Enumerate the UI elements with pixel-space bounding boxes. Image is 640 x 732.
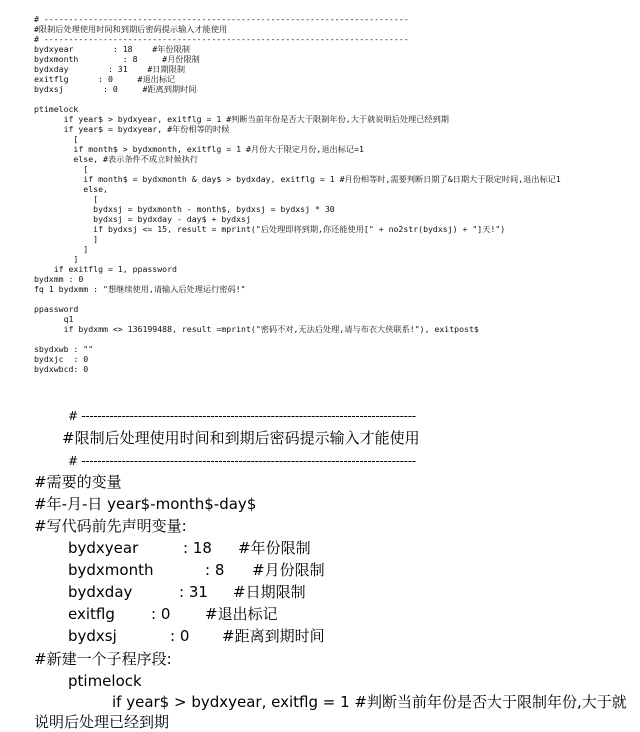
- code-line: if exitflg = 1, ppassword: [34, 264, 177, 274]
- variable-comment: #距离到期时间: [222, 627, 325, 645]
- new-sub-comment: #新建一个子程序段:: [34, 650, 172, 668]
- code-line: bydxsj = bydxmonth - month$, bydxsj = bydxsj * 30: [34, 204, 335, 214]
- code-line: [: [34, 194, 99, 204]
- variable-name: exitflg: [68, 605, 115, 623]
- code-line: ptimelock: [34, 104, 79, 114]
- code-line: bydxsj : 0 #距离到期时间: [34, 84, 197, 94]
- code-line: if month$ > bydxmonth, exitflg = 1 #月份大于限定月份,退出标记=1: [34, 144, 364, 154]
- code-line: ]: [34, 254, 79, 264]
- code-line: # --------------------------------------------------------------------------: [34, 14, 409, 24]
- declare-comment: #写代码前先声明变量:: [34, 517, 187, 535]
- sub-name: ptimelock: [68, 672, 142, 690]
- heading: #限制后处理使用时间和到期后密码提示输入才能使用: [62, 429, 420, 447]
- code-line: # --------------------------------------------------------------------------: [34, 34, 409, 44]
- variable-value: : 18: [183, 539, 212, 557]
- variable-name: bydxsj: [68, 627, 117, 645]
- code-line: if year$ > bydxyear, exitflg = 1 #判断当前年份是否大于限制年份,大于就说明后处理已经到期: [34, 114, 449, 124]
- code-line: if month$ = bydxmonth & day$ > bydxday, exitflg = 1 #月份相等时,需要判断日期了&日期大于限定时间,退出标记1: [34, 174, 561, 184]
- variable-comment: #月份限制: [252, 561, 325, 579]
- variable-value: : 0: [170, 627, 190, 645]
- code-line: ppassword: [34, 304, 79, 314]
- variable-name: bydxmonth: [68, 561, 154, 579]
- code-line: #限制后处理使用时间和到期后密码提示输入才能使用: [34, 24, 228, 34]
- variable-name: bydxyear: [68, 539, 139, 557]
- separator-line: # -----------------------------------------------------------------------------------: [68, 454, 416, 468]
- code-line: else,: [34, 184, 108, 194]
- variable-comment: #日期限制: [233, 583, 306, 601]
- code-line: [: [34, 134, 79, 144]
- variable-value: : 8: [205, 561, 225, 579]
- code-line: bydxday : 31 #日期限制: [34, 64, 186, 74]
- code-line: if year$ = bydxyear, #年份相等的时候: [34, 124, 230, 134]
- code-line: if bydxsj <= 15, result = mprint("后处理即将到期,你还能使用[" + no2str(bydxsj) + "]天!"): [34, 224, 506, 234]
- variable-name: bydxday: [68, 583, 133, 601]
- code-line: q1: [34, 314, 74, 324]
- variable-comment: #年份限制: [238, 539, 311, 557]
- if-statement-continuation: 说明后处理已经到期: [34, 713, 170, 731]
- date-format-comment: #年-月-日 year$-month$-day$: [34, 495, 257, 513]
- code-line: bydxwbcd: 0: [34, 364, 89, 374]
- code-line: ]: [34, 234, 99, 244]
- code-line: else, #表示条件不成立时候执行: [34, 154, 199, 164]
- code-line: bydxyear : 18 #年份限制: [34, 44, 190, 54]
- need-vars-comment: #需要的变量: [34, 473, 122, 491]
- code-line: bydxsj = bydxday - day$ + bydxsj: [34, 214, 251, 224]
- code-line: exitflg : 0 #退出标记: [34, 74, 176, 84]
- variable-value: : 0: [151, 605, 171, 623]
- variable-value: : 31: [179, 583, 208, 601]
- code-line: if bydxmm <> 136199488, result =mprint("密码不对,无法后处理,请与布衣大侠联系!"), exitpost$: [34, 324, 479, 334]
- variable-comment: #退出标记: [205, 605, 278, 623]
- code-line: bydxjc : 0: [34, 354, 89, 364]
- separator-line: # -----------------------------------------------------------------------------------: [68, 409, 416, 423]
- code-line: fq 1 bydxmm : "想继续使用,请输入后处理运行密码!": [34, 284, 246, 294]
- code-screenshot: [34, 14, 606, 384]
- code-line: bydxmm : 0: [34, 274, 84, 284]
- code-line: bydxmonth : 8 #月份限制: [34, 54, 200, 64]
- code-line: [: [34, 164, 89, 174]
- if-statement: if year$ > bydxyear, exitflg = 1 #判断当前年份是否大于限制年份,大于就: [112, 693, 627, 711]
- code-line: sbydxwb : "": [34, 344, 94, 354]
- code-line: ]: [34, 244, 89, 254]
